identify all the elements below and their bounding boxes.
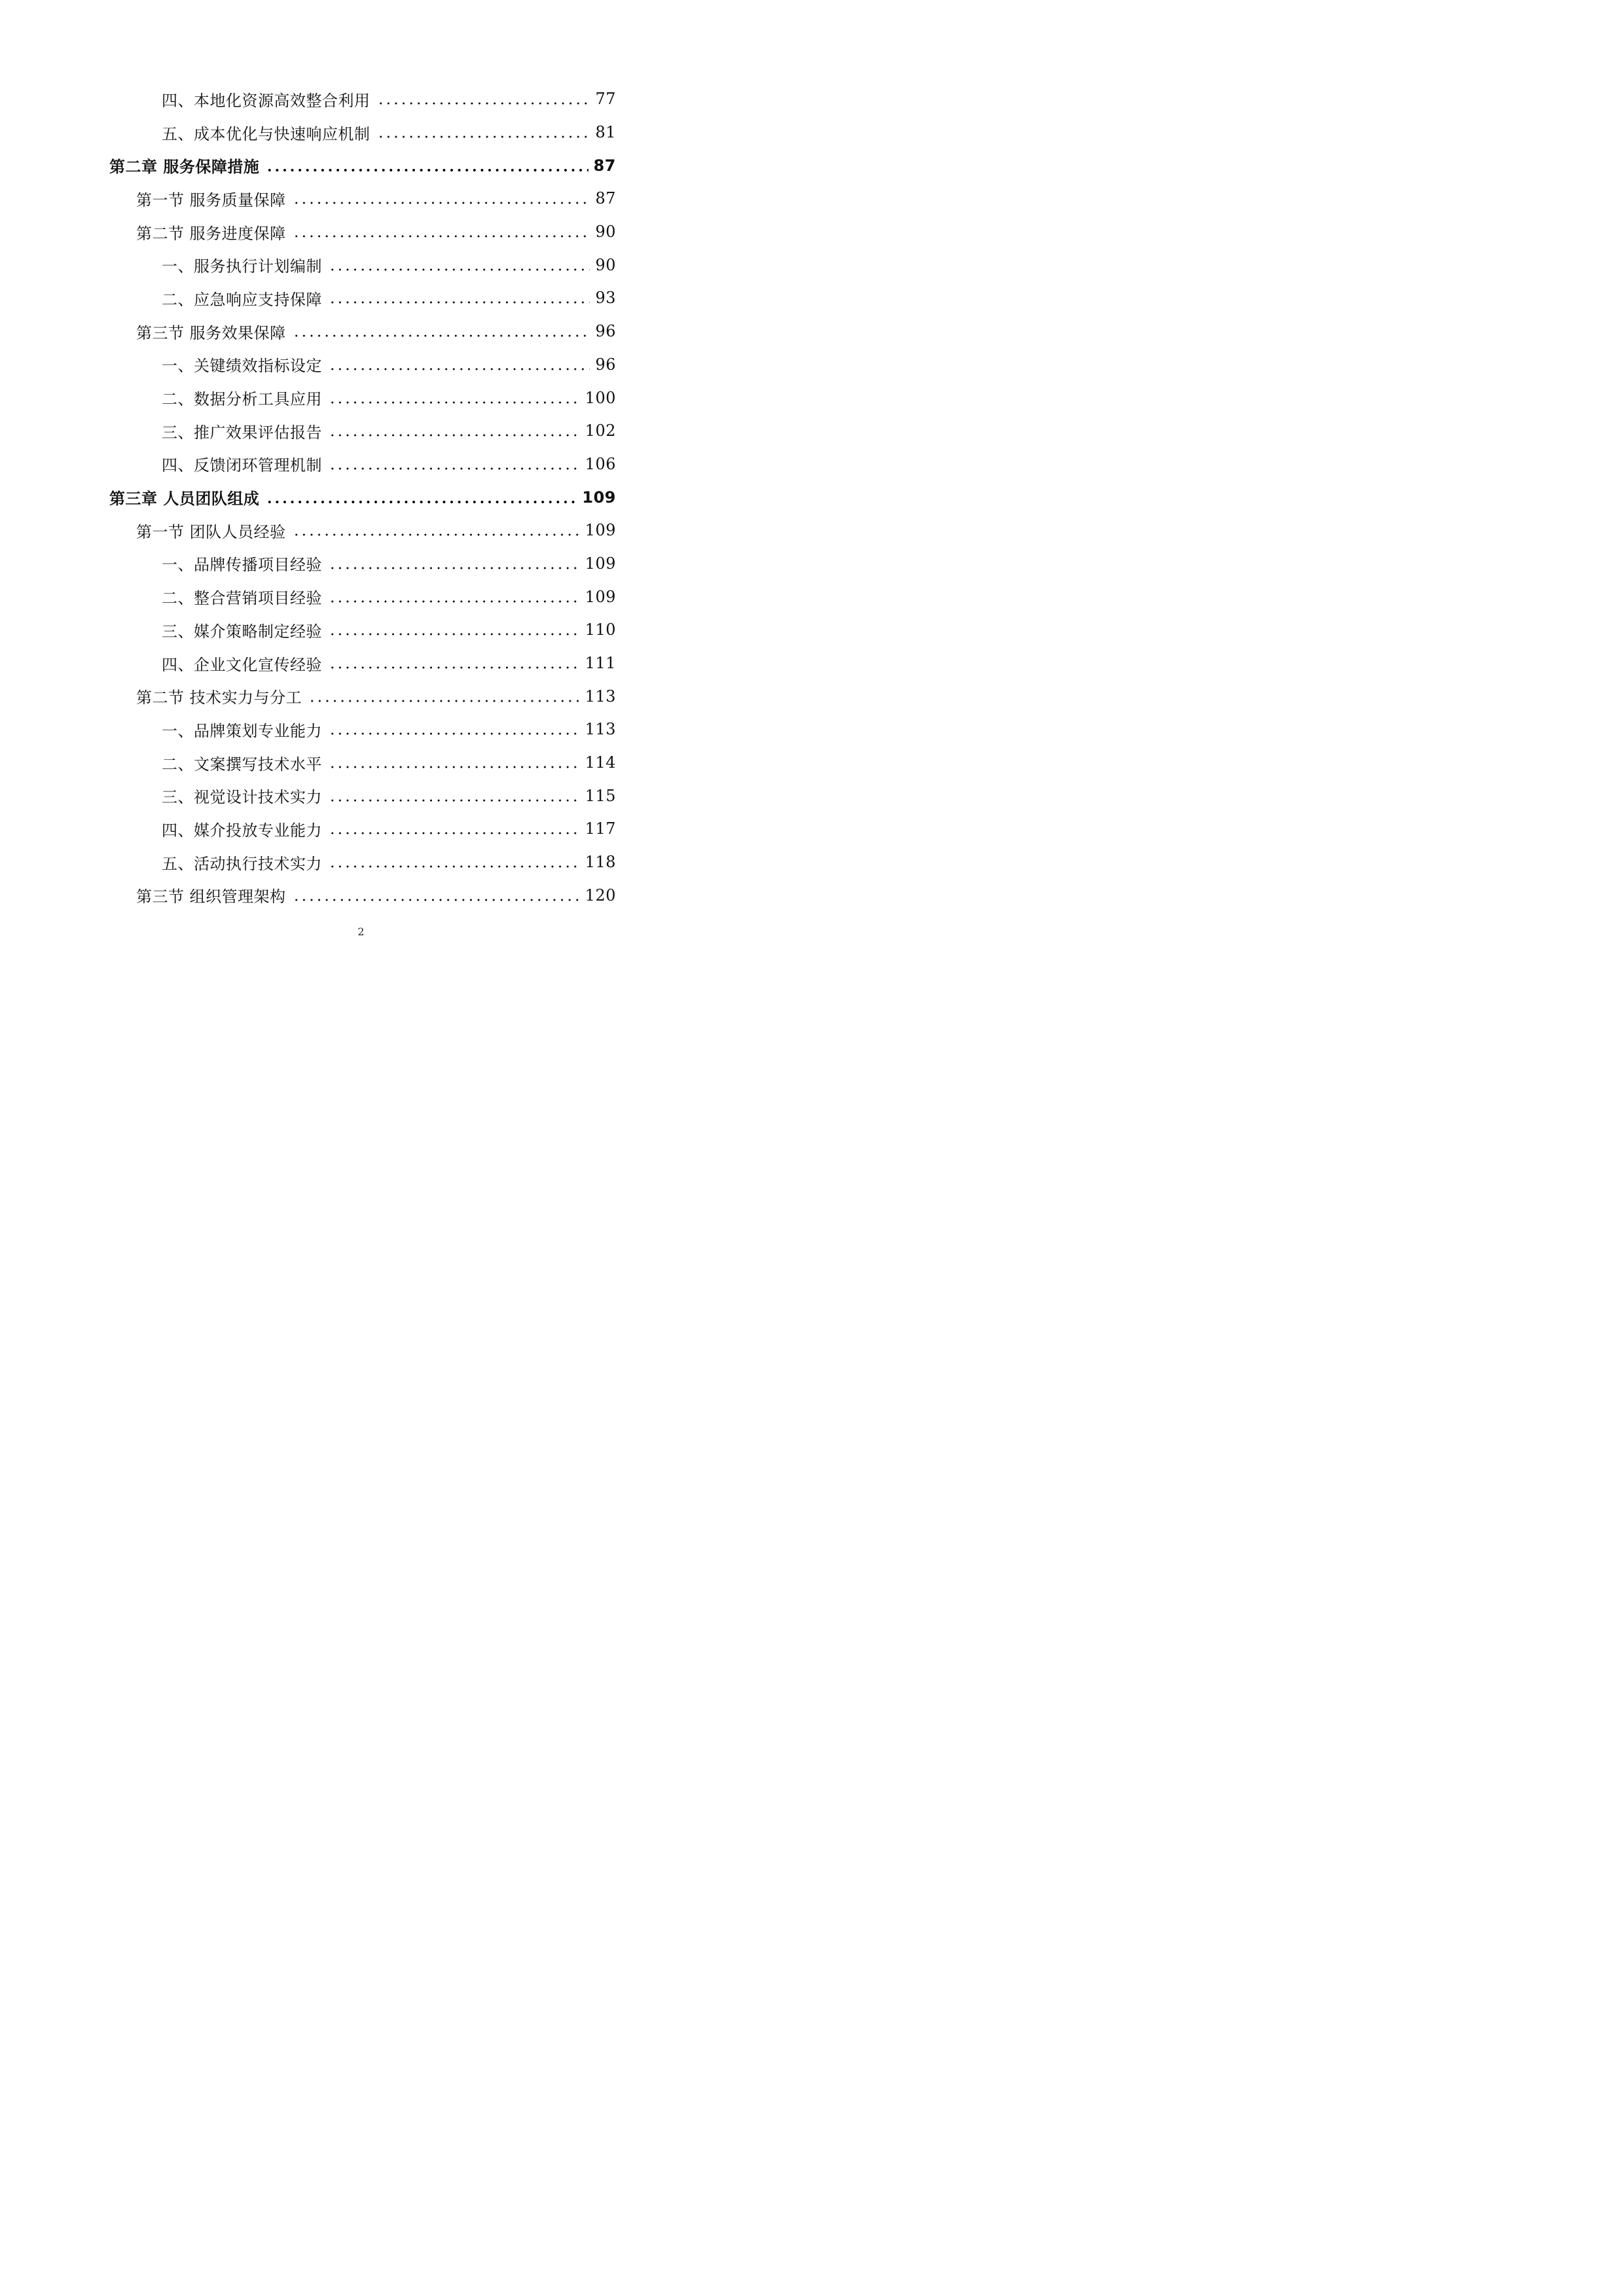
toc-entry[interactable] <box>0 613 722 647</box>
dot-leader <box>377 135 590 138</box>
toc-entry-page: 120 <box>585 886 616 905</box>
toc-entry-page: 109 <box>582 488 616 507</box>
dot-leader <box>266 501 577 503</box>
toc-section-entry[interactable] <box>0 879 722 912</box>
dot-leader <box>293 202 590 204</box>
dot-leader <box>293 235 590 238</box>
toc-entry-title: 二、数据分析工具应用 <box>162 390 322 409</box>
dot-leader <box>329 732 580 735</box>
toc-entry-title: 二、文案撰写技术水平 <box>162 755 322 774</box>
toc-entry-page: 114 <box>585 753 616 772</box>
toc-entry-page: 109 <box>585 587 616 606</box>
table-of-contents <box>0 82 722 912</box>
toc-chapter-entry[interactable] <box>0 480 722 514</box>
toc-entry[interactable] <box>0 846 722 879</box>
toc-entry[interactable] <box>0 281 722 315</box>
toc-entry-title: 第三节 服务效果保障 <box>136 323 286 342</box>
toc-entry[interactable] <box>0 547 722 581</box>
toc-entry-title: 五、成本优化与快速响应机制 <box>162 124 370 143</box>
toc-entry-page: 109 <box>585 554 616 573</box>
dot-leader <box>329 832 580 834</box>
toc-entry-page: 117 <box>585 819 616 838</box>
toc-entry-page: 113 <box>585 720 616 739</box>
dot-leader <box>329 268 590 271</box>
toc-entry-page: 87 <box>595 189 616 208</box>
toc-entry[interactable] <box>0 82 722 116</box>
dot-leader <box>329 434 580 437</box>
page-number: 2 <box>357 925 365 938</box>
toc-section-entry[interactable] <box>0 315 722 348</box>
dot-leader <box>329 567 580 569</box>
toc-entry-title: 四、企业文化宣传经验 <box>162 655 322 674</box>
dot-leader <box>266 169 588 171</box>
toc-section-entry[interactable] <box>0 215 722 249</box>
toc-entry-title: 二、整合营销项目经验 <box>162 589 322 608</box>
toc-entry-page: 109 <box>585 521 616 540</box>
dot-leader <box>329 766 580 768</box>
toc-entry-page: 96 <box>595 355 616 374</box>
dot-leader <box>329 865 580 868</box>
toc-entry-title: 四、反馈闭环管理机制 <box>162 456 322 475</box>
dot-leader <box>329 799 580 802</box>
toc-entry-page: 100 <box>585 388 616 407</box>
toc-entry-page: 118 <box>585 853 616 872</box>
toc-entry-title: 第二章 服务保障措施 <box>109 158 260 177</box>
toc-entry-title: 三、视觉设计技术实力 <box>162 788 322 807</box>
toc-section-entry[interactable] <box>0 182 722 215</box>
toc-entry[interactable] <box>0 746 722 780</box>
toc-entry-title: 一、品牌传播项目经验 <box>162 556 322 575</box>
dot-leader <box>329 401 580 404</box>
toc-entry-title: 第二节 服务进度保障 <box>136 224 286 243</box>
toc-section-entry[interactable] <box>0 514 722 547</box>
toc-entry-title: 四、媒介投放专业能力 <box>162 821 322 840</box>
toc-entry[interactable] <box>0 647 722 680</box>
dot-leader <box>377 102 590 105</box>
toc-entry-page: 90 <box>595 223 616 242</box>
toc-entry-page: 87 <box>593 156 616 175</box>
toc-entry-title: 第二节 技术实力与分工 <box>136 689 302 708</box>
toc-entry-page: 113 <box>585 687 616 706</box>
toc-chapter-entry[interactable] <box>0 149 722 182</box>
toc-entry-title: 一、品牌策划专业能力 <box>162 721 322 740</box>
toc-entry-page: 93 <box>595 289 616 308</box>
toc-entry-title: 五、活动执行技术实力 <box>162 854 322 873</box>
toc-entry[interactable] <box>0 713 722 746</box>
toc-entry[interactable] <box>0 414 722 448</box>
toc-entry[interactable] <box>0 348 722 382</box>
toc-entry-title: 第一节 服务质量保障 <box>136 190 286 209</box>
toc-entry-title: 一、关键绩效指标设定 <box>162 357 322 376</box>
toc-entry-page: 90 <box>595 255 616 274</box>
toc-entry[interactable] <box>0 580 722 613</box>
dot-leader <box>329 666 580 669</box>
toc-entry-page: 102 <box>585 422 616 440</box>
toc-section-entry[interactable] <box>0 679 722 713</box>
toc-entry-title: 三、媒介策略制定经验 <box>162 622 322 641</box>
toc-entry-title: 第三节 组织管理架构 <box>136 888 286 906</box>
toc-entry-page: 77 <box>595 90 616 109</box>
toc-entry-page: 115 <box>585 786 616 805</box>
dot-leader <box>293 899 580 901</box>
toc-entry-title: 第三章 人员团队组成 <box>109 490 260 509</box>
toc-entry-page: 106 <box>585 454 616 473</box>
toc-entry[interactable] <box>0 381 722 414</box>
toc-entry[interactable] <box>0 779 722 812</box>
dot-leader <box>308 700 580 702</box>
dot-leader <box>329 467 580 470</box>
toc-entry-title: 四、本地化资源高效整合利用 <box>162 91 370 110</box>
toc-entry-title: 三、推广效果评估报告 <box>162 423 322 442</box>
toc-entry[interactable] <box>0 248 722 281</box>
dot-leader <box>329 600 580 603</box>
toc-entry-page: 111 <box>585 654 616 673</box>
toc-entry-title: 一、服务执行计划编制 <box>162 257 322 276</box>
toc-entry-title: 第一节 团队人员经验 <box>136 522 286 541</box>
toc-entry-page: 96 <box>595 322 616 341</box>
toc-entry[interactable] <box>0 448 722 481</box>
toc-entry-title: 二、应急响应支持保障 <box>162 290 322 309</box>
toc-entry-page: 110 <box>585 620 616 639</box>
dot-leader <box>329 633 580 636</box>
dot-leader <box>293 533 580 536</box>
toc-entry[interactable] <box>0 116 722 149</box>
toc-entry-page: 81 <box>595 123 616 142</box>
dot-leader <box>293 334 590 337</box>
dot-leader <box>329 368 590 370</box>
toc-entry[interactable] <box>0 812 722 846</box>
dot-leader <box>329 301 590 304</box>
